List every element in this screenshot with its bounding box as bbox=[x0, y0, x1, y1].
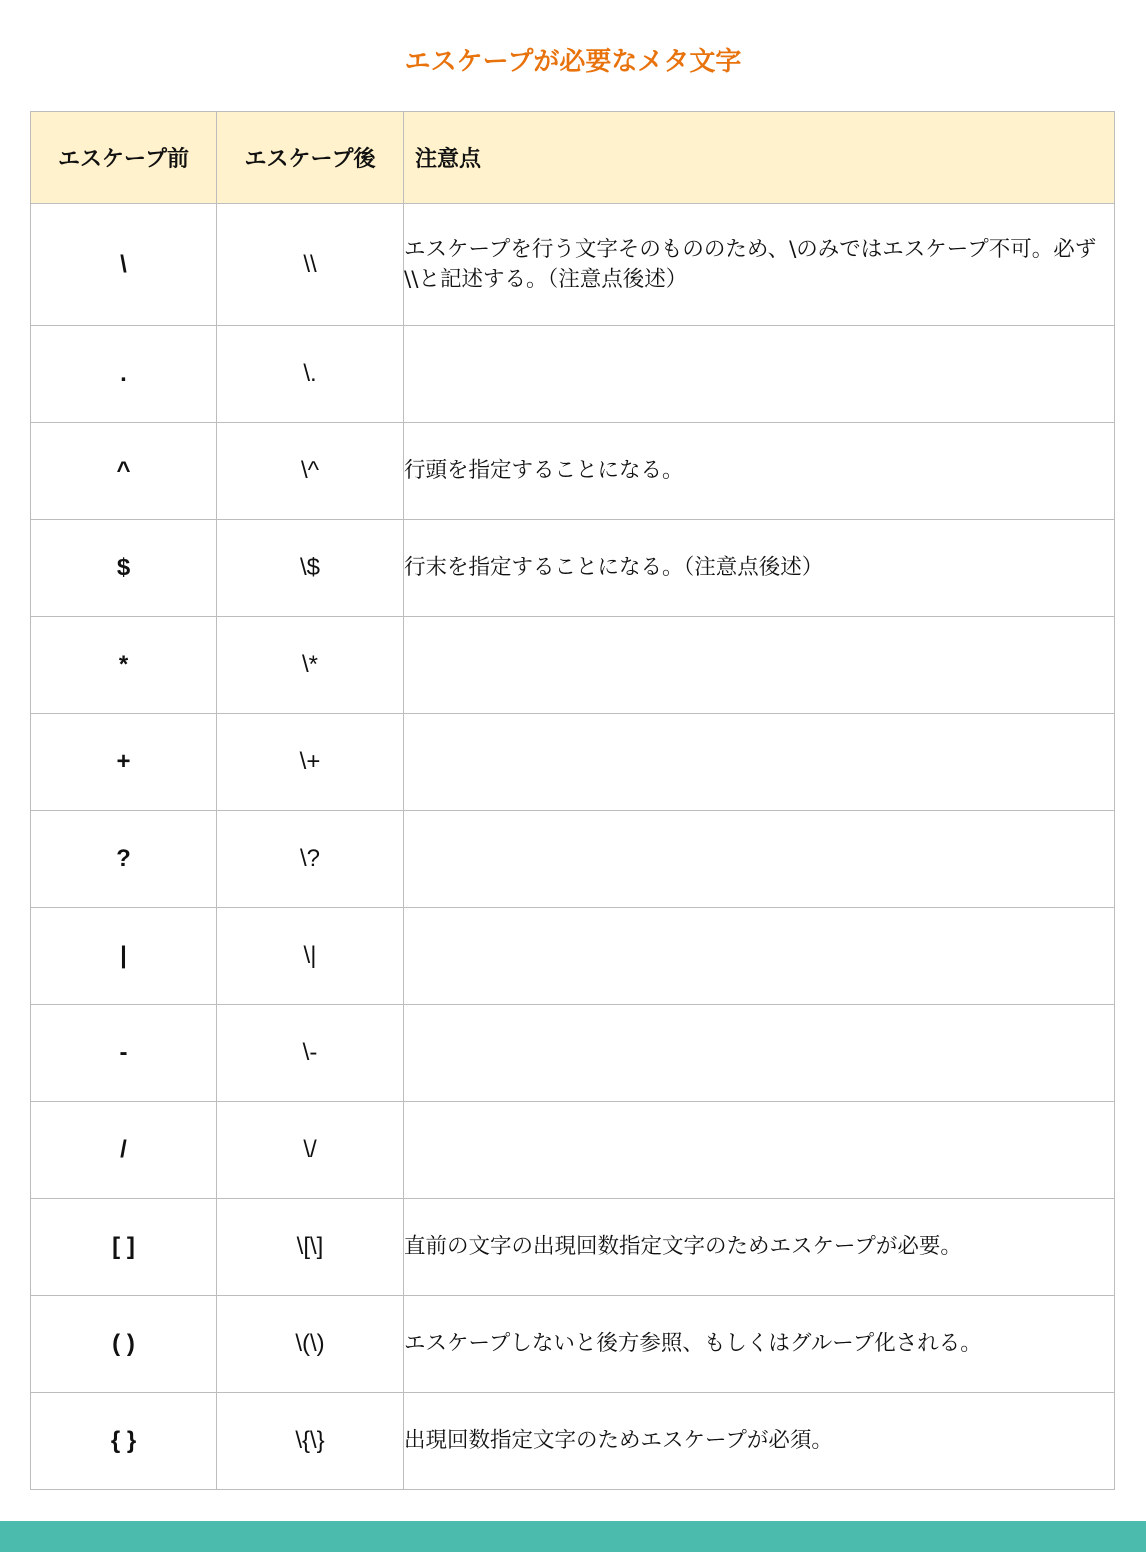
cell-after: \[\] bbox=[217, 1199, 404, 1296]
cell-after: \- bbox=[217, 1005, 404, 1102]
cell-note bbox=[404, 1102, 1115, 1199]
cell-after: \$ bbox=[217, 520, 404, 617]
cell-before: ? bbox=[31, 811, 217, 908]
header-after: エスケープ後 bbox=[217, 112, 404, 204]
cell-before: { } bbox=[31, 1393, 217, 1490]
cell-after: \* bbox=[217, 617, 404, 714]
cell-before: / bbox=[31, 1102, 217, 1199]
cell-after: \(\) bbox=[217, 1296, 404, 1393]
table-row bbox=[31, 1199, 1115, 1296]
table-row bbox=[31, 326, 1115, 423]
cell-before: [ ] bbox=[31, 1199, 217, 1296]
cell-note: 行末を指定することになる。（注意点後述） bbox=[404, 520, 1115, 617]
cell-note bbox=[404, 811, 1115, 908]
cell-before: - bbox=[31, 1005, 217, 1102]
cell-note: エスケープしないと後方参照、もしくはグループ化される。 bbox=[404, 1296, 1115, 1393]
cell-before: + bbox=[31, 714, 217, 811]
table-header-row bbox=[31, 112, 1115, 204]
cell-note: 出現回数指定文字のためエスケープが必須。 bbox=[404, 1393, 1115, 1490]
table-row bbox=[31, 1296, 1115, 1393]
cell-after: \^ bbox=[217, 423, 404, 520]
table-row bbox=[31, 811, 1115, 908]
header-before: エスケープ前 bbox=[31, 112, 217, 204]
cell-before: | bbox=[31, 908, 217, 1005]
table-row bbox=[31, 714, 1115, 811]
cell-after: \. bbox=[217, 326, 404, 423]
cell-after: \? bbox=[217, 811, 404, 908]
table-row bbox=[31, 520, 1115, 617]
table-row bbox=[31, 423, 1115, 520]
cell-note: 行頭を指定することになる。 bbox=[404, 423, 1115, 520]
cell-note: 直前の文字の出現回数指定文字のためエスケープが必要。 bbox=[404, 1199, 1115, 1296]
metachar-table bbox=[30, 111, 1115, 1490]
cell-before: * bbox=[31, 617, 217, 714]
cell-note bbox=[404, 326, 1115, 423]
cell-before: \ bbox=[31, 204, 217, 326]
cell-after: \+ bbox=[217, 714, 404, 811]
header-notes: 注意点 bbox=[404, 112, 1115, 204]
cell-after: \/ bbox=[217, 1102, 404, 1199]
cell-before: . bbox=[31, 326, 217, 423]
cell-note bbox=[404, 908, 1115, 1005]
cell-after: \\ bbox=[217, 204, 404, 326]
cell-after: \{\} bbox=[217, 1393, 404, 1490]
table-row bbox=[31, 617, 1115, 714]
cell-note bbox=[404, 617, 1115, 714]
cell-after: \| bbox=[217, 908, 404, 1005]
cell-before: ( ) bbox=[31, 1296, 217, 1393]
cell-before: ^ bbox=[31, 423, 217, 520]
table-row bbox=[31, 908, 1115, 1005]
table-row bbox=[31, 1102, 1115, 1199]
table-row bbox=[31, 1393, 1115, 1490]
page-title: エスケープが必要なメタ文字 bbox=[404, 47, 742, 77]
cell-note bbox=[404, 1005, 1115, 1102]
cell-before: $ bbox=[31, 520, 217, 617]
table-row bbox=[31, 1005, 1115, 1102]
cell-note bbox=[404, 714, 1115, 811]
footer-bar bbox=[0, 1521, 1146, 1552]
cell-note: エスケープを行う文字そのもののため、\のみではエスケープ不可。必ず\\と記述する。（注意点後述） bbox=[404, 204, 1115, 326]
table-row bbox=[31, 204, 1115, 326]
